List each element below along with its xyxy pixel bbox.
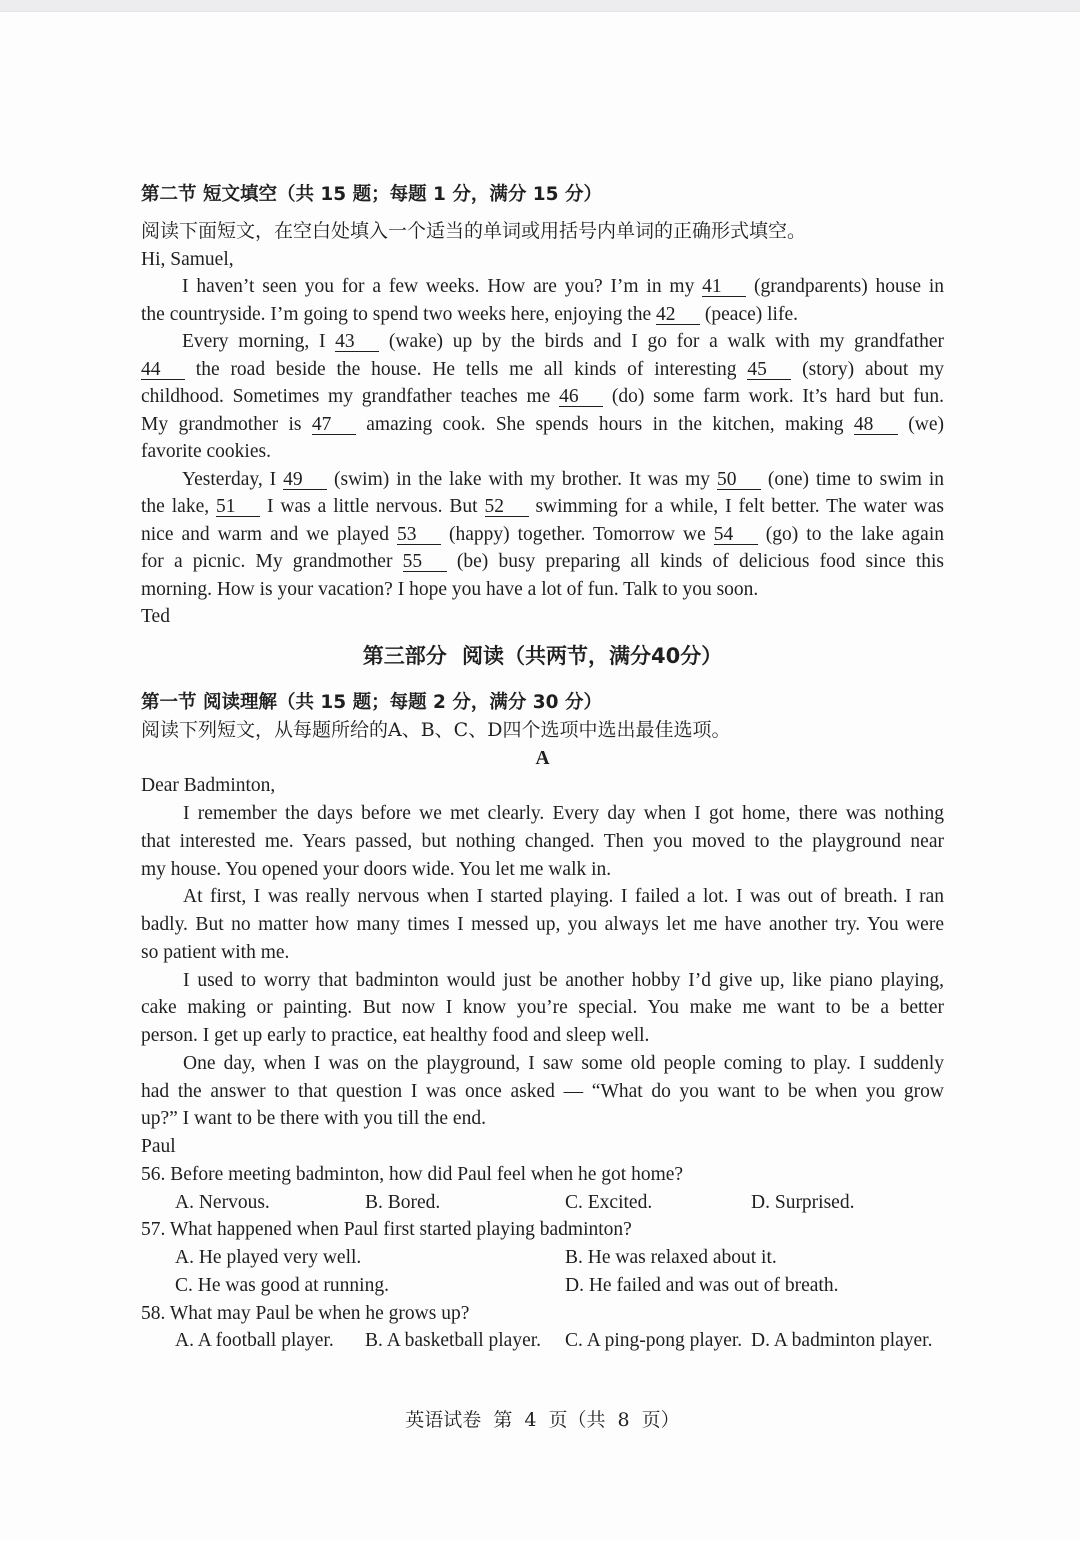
question-stem bbox=[141, 1216, 944, 1244]
line-text: I remember the days before we met clearly. Every day when I got home, there was nothing bbox=[183, 803, 944, 824]
line-text: amazing cook. She spends hours in the kitchen, making bbox=[355, 413, 854, 435]
option-d bbox=[565, 1272, 944, 1300]
option-label: B. bbox=[365, 1191, 383, 1213]
text-line bbox=[141, 1022, 944, 1050]
option-label: A. bbox=[175, 1247, 194, 1268]
option-row bbox=[141, 1244, 944, 1272]
section-heading: 第二节 短文填空（共 15 题；每题 1 分，满分 15 分） bbox=[141, 184, 602, 205]
section-heading: 第一节 阅读理解（共 15 题；每题 2 分，满分 30 分） bbox=[141, 692, 602, 713]
option-label: B. bbox=[565, 1247, 583, 1268]
passage-label: A bbox=[535, 747, 550, 769]
option-text: Nervous. bbox=[198, 1191, 270, 1213]
text-line bbox=[141, 967, 944, 995]
reading-section bbox=[141, 689, 944, 1355]
answer-blank: 53 bbox=[397, 525, 441, 545]
text-line bbox=[141, 911, 944, 939]
line-text: (do) some farm work. It’s hard but fun. bbox=[603, 386, 944, 407]
option-text: Excited. bbox=[587, 1191, 653, 1213]
option-text: He was good at running. bbox=[197, 1274, 389, 1296]
text-line bbox=[141, 883, 944, 911]
line-text: (grandparents) house in bbox=[746, 276, 945, 297]
letter-body bbox=[141, 273, 944, 603]
line-text: My grandmother is bbox=[141, 413, 312, 435]
option-text: Bored. bbox=[387, 1191, 441, 1213]
option-label: C. bbox=[565, 1191, 583, 1213]
text-line bbox=[141, 576, 944, 604]
line-text: (swim) in the lake with my brother. It was my bbox=[327, 468, 717, 490]
passage-body bbox=[141, 800, 944, 1133]
text-line bbox=[141, 273, 944, 301]
line-text: my house. You opened your doors wide. You let me walk in. bbox=[141, 858, 612, 880]
line-text: so patient with me. bbox=[141, 941, 290, 963]
line-text: (wake) up by the birds and I go for a walk with my grandfather bbox=[379, 331, 944, 352]
text-line bbox=[141, 466, 944, 494]
text-line bbox=[141, 521, 944, 549]
option-text: He played very well. bbox=[198, 1247, 362, 1268]
text-line bbox=[141, 301, 944, 329]
option-c bbox=[565, 1327, 751, 1355]
option-row bbox=[141, 1189, 944, 1217]
option-label: A. bbox=[175, 1330, 194, 1352]
line-text: (story) about my bbox=[791, 358, 944, 380]
line-text: (be) busy preparing all kinds of delicious food since this bbox=[446, 551, 944, 572]
answer-blank: 51 bbox=[216, 497, 260, 517]
line-text: the road beside the house. He tells me all kinds of interesting bbox=[185, 358, 748, 380]
option-label: D. bbox=[565, 1274, 584, 1296]
option-label: A. bbox=[175, 1191, 194, 1213]
question-number: 57. bbox=[141, 1219, 166, 1241]
instructions: 阅读下面短文，在空白处填入一个适当的单词或用括号内单词的正确形式填空。 bbox=[141, 220, 807, 242]
line-text: morning. How is your vacation? I hope you have a lot of fun. Talk to you soon. bbox=[141, 578, 759, 600]
line-text: nice and warm and we played bbox=[141, 523, 397, 545]
line-text: One day, when I was on the playground, I saw some old people coming to play. I suddenly bbox=[183, 1052, 944, 1074]
cloze-passage bbox=[141, 218, 944, 631]
question-stem bbox=[141, 1300, 944, 1328]
option-row bbox=[141, 1272, 944, 1300]
line-text: (peace) life. bbox=[700, 303, 798, 325]
option-b bbox=[365, 1327, 565, 1355]
text-line bbox=[141, 1050, 944, 1078]
signature: Paul bbox=[141, 1136, 176, 1157]
answer-blank: 47 bbox=[312, 415, 356, 435]
text-line bbox=[141, 856, 944, 884]
line-text: cake making or painting. But now I know you’re special. You make me want to be a better bbox=[141, 997, 944, 1019]
text-line bbox=[141, 493, 944, 521]
scan-top-border bbox=[0, 0, 1080, 12]
answer-blank: 41 bbox=[702, 277, 746, 297]
option-c bbox=[175, 1272, 565, 1300]
answer-blank: 46 bbox=[559, 387, 603, 407]
line-text: badly. But no matter how many times I messed up, you always let me have another try. You were bbox=[141, 914, 944, 935]
answer-blank: 50 bbox=[717, 470, 761, 490]
option-text: A basketball player. bbox=[386, 1330, 542, 1352]
answer-blank: 49 bbox=[283, 470, 327, 490]
option-label: D. bbox=[751, 1330, 770, 1352]
line-text: I was a little nervous. But bbox=[260, 496, 485, 517]
line-text: up?” I want to be there with you till the end. bbox=[141, 1108, 486, 1130]
line-text: (go) to the lake again bbox=[757, 523, 944, 545]
paragraph bbox=[141, 883, 944, 966]
text-line bbox=[141, 939, 944, 967]
option-a bbox=[175, 1327, 365, 1355]
option-text: Surprised. bbox=[774, 1191, 855, 1213]
text-line bbox=[141, 828, 944, 856]
question-text: Before meeting badminton, how did Paul feel when he got home? bbox=[170, 1163, 684, 1185]
option-a bbox=[175, 1244, 565, 1272]
option-a bbox=[175, 1189, 365, 1217]
option-label: C. bbox=[175, 1274, 193, 1296]
question bbox=[141, 1216, 944, 1299]
text-line bbox=[141, 548, 944, 576]
line-text: childhood. Sometimes my grandfather teaches me bbox=[141, 386, 560, 407]
paragraph bbox=[141, 1050, 944, 1133]
answer-blank: 43 bbox=[335, 332, 379, 352]
paragraph bbox=[141, 273, 944, 328]
greeting: Hi, Samuel, bbox=[141, 248, 234, 270]
line-text: person. I get up early to practice, eat healthy food and sleep well. bbox=[141, 1025, 650, 1046]
text-line bbox=[141, 994, 944, 1022]
page-footer: 英语试卷 第 4 页（共 8 页） bbox=[405, 1409, 680, 1431]
paragraph bbox=[141, 328, 944, 466]
line-text: Every morning, I bbox=[182, 331, 336, 352]
option-d bbox=[751, 1327, 944, 1355]
option-text: He was relaxed about it. bbox=[587, 1247, 777, 1268]
option-text: A ping-pong player. bbox=[586, 1330, 743, 1352]
paragraph bbox=[141, 466, 944, 604]
line-text: the countryside. I’m going to spend two weeks here, enjoying the bbox=[141, 303, 657, 325]
answer-blank: 54 bbox=[714, 525, 758, 545]
line-text: (one) time to swim in bbox=[760, 468, 945, 490]
text-line bbox=[141, 328, 944, 356]
answer-blank: 44 bbox=[141, 360, 185, 380]
question bbox=[141, 1161, 944, 1217]
answer-blank: 48 bbox=[854, 415, 898, 435]
line-text: Yesterday, I bbox=[182, 468, 284, 490]
question-text: What may Paul be when he grows up? bbox=[169, 1302, 470, 1324]
option-text: A football player. bbox=[197, 1330, 334, 1352]
line-text: had the answer to that question I was once asked — “What do you want to be when you grow bbox=[141, 1080, 944, 1102]
line-text: I haven’t seen you for a few weeks. How are you? I’m in my bbox=[182, 276, 703, 297]
answer-blank: 52 bbox=[485, 497, 529, 517]
text-line bbox=[141, 438, 944, 466]
question-text: What happened when Paul first started playing badminton? bbox=[169, 1219, 632, 1241]
line-text: I used to worry that badminton would just be another hobby I’d give up, like piano playing, bbox=[183, 969, 944, 991]
question-list bbox=[141, 1161, 944, 1355]
question-stem bbox=[141, 1161, 944, 1189]
line-text: favorite cookies. bbox=[141, 441, 271, 462]
question bbox=[141, 1300, 944, 1356]
option-row bbox=[141, 1327, 944, 1355]
line-text: for a picnic. My grandmother bbox=[141, 551, 403, 572]
line-text: (we) bbox=[897, 413, 945, 435]
option-b bbox=[365, 1189, 565, 1217]
line-text: that interested me. Years passed, but nothing changed. Then you moved to the playground near bbox=[141, 830, 944, 852]
option-label: D. bbox=[751, 1191, 770, 1213]
text-line bbox=[141, 383, 944, 411]
text-line bbox=[141, 1078, 944, 1106]
line-text: At first, I was really nervous when I started playing. I failed a lot. I was out of breath. I ran bbox=[183, 886, 944, 908]
option-label: B. bbox=[365, 1330, 383, 1352]
line-text: swimming for a while, I felt better. The water was bbox=[528, 496, 944, 517]
option-text: A badminton player. bbox=[773, 1330, 933, 1352]
instructions: 阅读下列短文，从每题所给的A、B、C、D四个选项中选出最佳选项。 bbox=[141, 718, 731, 741]
part-heading: 第三部分 阅读（共两节，满分40分） bbox=[362, 644, 723, 668]
text-line bbox=[141, 800, 944, 828]
paragraph bbox=[141, 967, 944, 1050]
line-text: the lake, bbox=[141, 496, 217, 517]
text-line bbox=[141, 356, 944, 384]
salutation: Dear Badminton, bbox=[141, 775, 276, 797]
text-line bbox=[141, 411, 944, 439]
question-number: 58. bbox=[141, 1302, 166, 1324]
answer-blank: 45 bbox=[747, 360, 791, 380]
text-line bbox=[141, 1105, 944, 1133]
option-b bbox=[565, 1244, 944, 1272]
answer-blank: 55 bbox=[403, 552, 447, 572]
paragraph bbox=[141, 800, 944, 883]
answer-blank: 42 bbox=[656, 305, 700, 325]
option-label: C. bbox=[565, 1330, 583, 1352]
option-text: He failed and was out of breath. bbox=[588, 1274, 839, 1296]
line-text: (happy) together. Tomorrow we bbox=[440, 523, 714, 545]
question-number: 56. bbox=[141, 1163, 166, 1185]
signature: Ted bbox=[141, 606, 170, 627]
option-d bbox=[751, 1189, 944, 1217]
option-c bbox=[565, 1189, 751, 1217]
